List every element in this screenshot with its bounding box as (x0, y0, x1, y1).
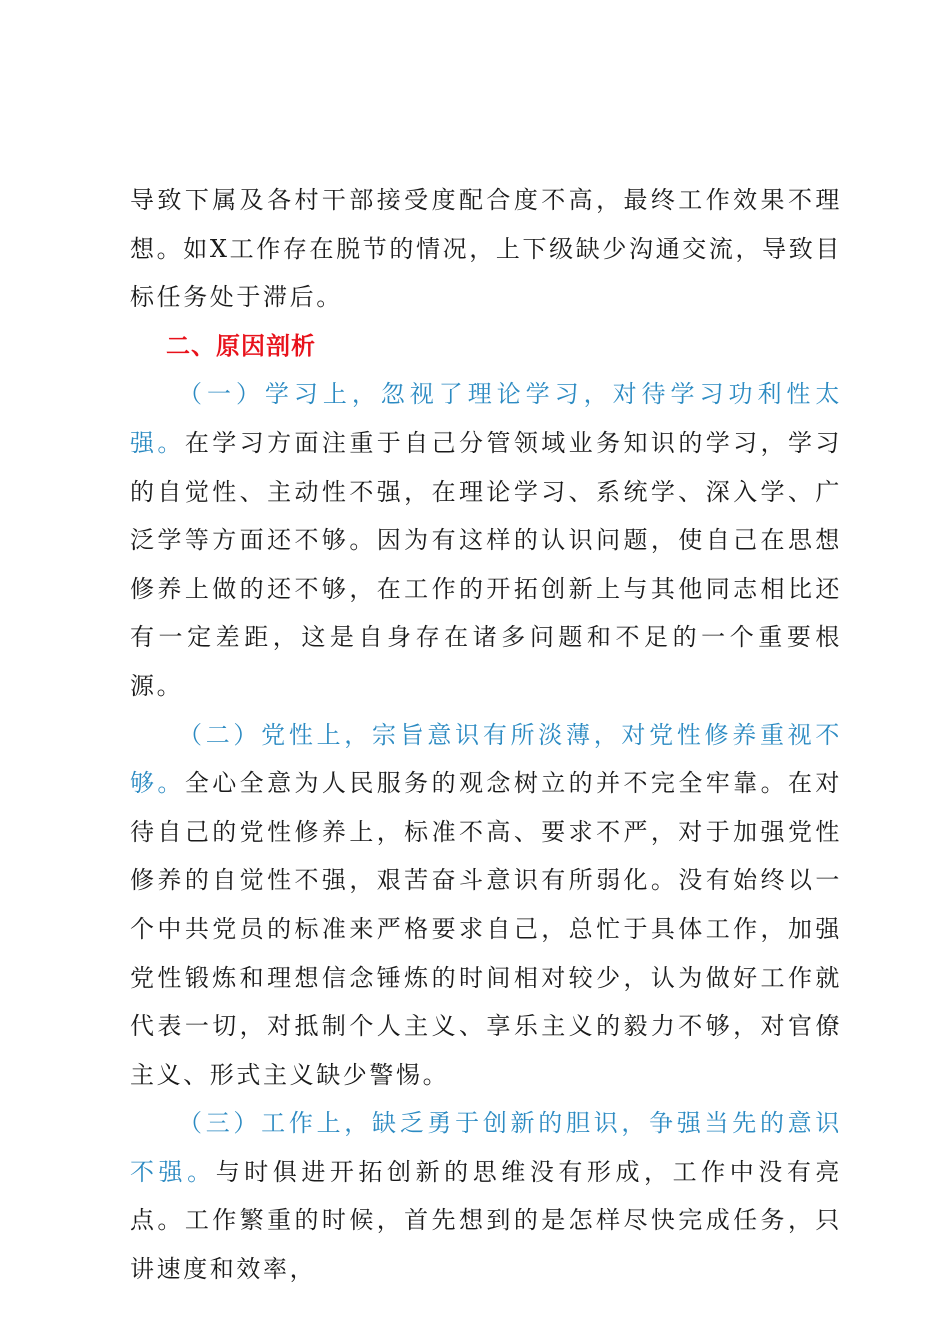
cause-item-2-body: 全心全意为人民服务的观念树立的并不完全牢靠。在对待自己的党性修养上，标准不高、要求不严，对于加强党性修养的自觉性不强，艰苦奋斗意识有所弱化。没有始终以一个中共党员的标准来严格要求自己，总忙于具体工作，加强党性锻炼和理想信念锤炼的时间相对较少，认为做好工作就代表一切，对抵制个人主义、享乐主义的毅力不够，对官僚主义、形式主义缺少警惕。 (130, 769, 843, 1089)
section-heading-text: 二、原因剖析 (166, 331, 316, 360)
cause-item-2 (130, 711, 842, 1100)
intro-paragraph (130, 176, 842, 322)
cause-item-3-body: 与时俱进开拓创新的思维没有形成，工作中没有亮点。工作繁重的时候，首先想到的是怎样尽快完成任务，只讲速度和效率， (130, 1157, 842, 1284)
cause-item-3 (130, 1099, 842, 1293)
intro-paragraph-text: 导致下属及各村干部接受度配合度不高，最终工作效果不理想。如X工作存在脱节的情况，上下级缺少沟通交流，导致目标任务处于滞后。 (130, 186, 842, 312)
cause-item-3-heading: （三）工作上，缺乏勇于创新的胆识，争强当先的意识不强。 (130, 1109, 842, 1186)
section-heading (130, 322, 842, 371)
cause-item-2-heading: （二）党性上，宗旨意识有所淡薄，对党性修养重视不够。 (130, 720, 842, 798)
cause-item-1 (130, 370, 842, 710)
document-body (130, 176, 842, 1294)
cause-item-1-heading: （一）学习上，忽视了理论学习，对待学习功利性太强。 (130, 380, 842, 457)
cause-item-1-body: 在学习方面注重于自己分管领域业务知识的学习，学习的自觉性、主动性不强，在理论学习、系统学、深入学、广泛学等方面还不够。因为有这样的认识问题，使自己在思想修养上做的还不够，在工作的开拓创新上与其他同志相比还有一定差距，这是自身存在诸多问题和不足的一个重要根源。 (130, 428, 843, 700)
